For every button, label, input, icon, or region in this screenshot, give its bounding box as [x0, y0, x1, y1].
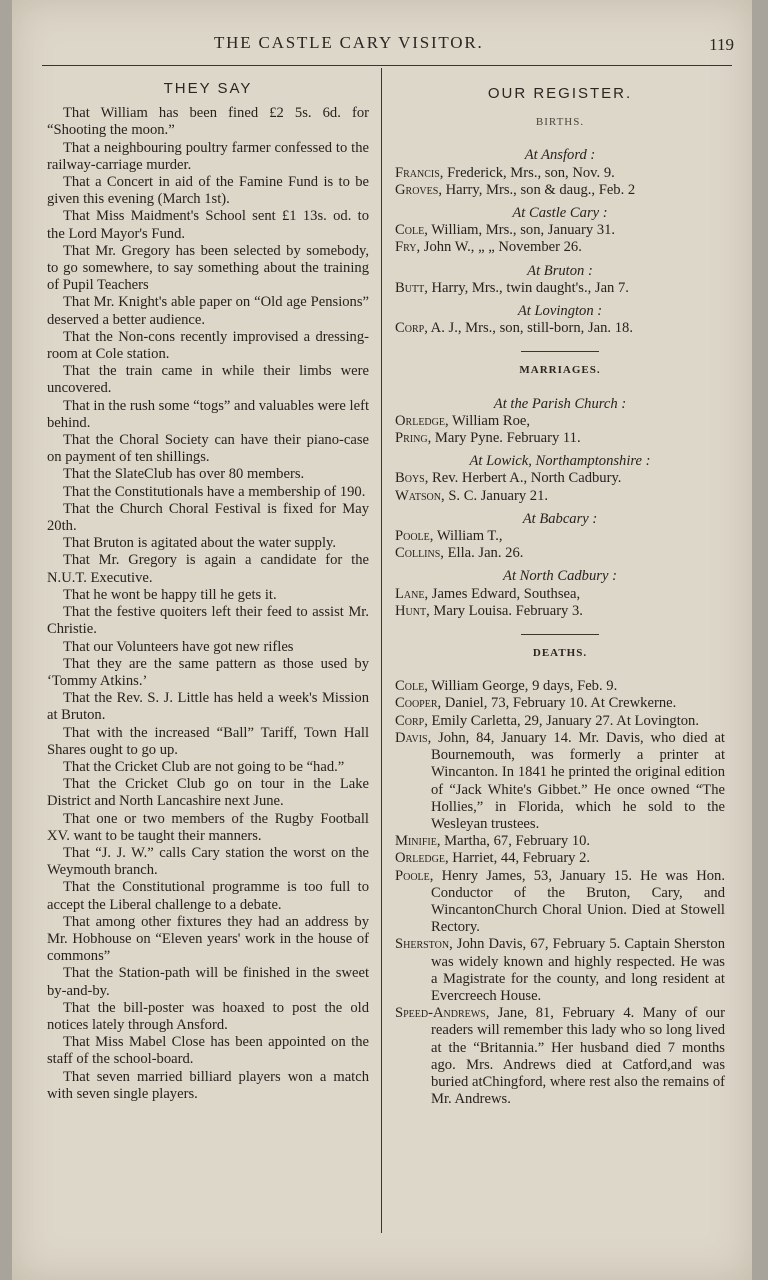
death-entry [395, 678, 725, 695]
register-surname: Boys [395, 470, 425, 487]
register-surname: Fry [395, 239, 417, 256]
register-entry [395, 603, 725, 620]
register-details: , Harriet, 44, February 2. [444, 850, 591, 867]
they-say-item: That they are the same pattern as those used by ‘Tommy Atkins.’ [47, 655, 369, 689]
register-details: , Harry, Mrs., son & daug., Feb. 2 [438, 181, 636, 198]
register-details: , John, 84, January 14. Mr. Davis, who died at Bournemouth, was formerly a printer at Wincanton. In 1841 he printed the original edition of “Jack White's Gibbet.” He once owned “The Hollies,” in Florida, which he sold to the Wesleyan trustees. [427, 729, 725, 832]
register-surname: Francis [395, 164, 440, 181]
register-entry [395, 413, 725, 430]
register-place: At Babcary : [522, 510, 598, 527]
register-place: At the Parish Church : [493, 395, 627, 412]
they-say-item: That our Volunteers have got new rifles [63, 638, 294, 655]
they-say-item: That he wont be happy till he gets it. [63, 586, 277, 603]
death-entry [395, 730, 725, 833]
register-details: , Mary Louisa. February 3. [426, 602, 583, 619]
they-say-item: That “J. J. W.” calls Cary station the worst on the Weymouth branch. [47, 844, 369, 879]
magazine-title: THE CASTLE CARY VISITOR. [214, 33, 484, 52]
they-say-heading: THEY SAY [163, 80, 253, 97]
register-place: At Lowick, Northamptonshire : [469, 453, 651, 470]
death-entry [395, 850, 725, 867]
births-section [395, 147, 725, 343]
register-details: , William, Mrs., son, January 31. [424, 222, 616, 239]
they-say-item: That a neighbouring poultry farmer confessed to the railway-carriage murder. [47, 139, 369, 173]
register-details: , Ella. Jan. 26. [440, 545, 524, 562]
they-say-item: That the Non-cons recently improvised a dressing-room at Cole station. [47, 328, 369, 363]
they-say-item: That the festive quoiters left their feed to assist Mr. Christie. [47, 604, 369, 638]
register-surname: Poole [395, 528, 430, 545]
register-details: , William George, 9 days, Feb. 9. [424, 678, 618, 695]
register-surname: Corp [395, 320, 425, 337]
they-say-item: That Bruton is agitated about the water supply. [63, 535, 337, 552]
they-say-item: That with the increased “Ball” Tariff, Town Hall Shares ought to go up. [47, 724, 369, 758]
magazine-page [12, 0, 752, 1280]
register-surname: Groves [395, 181, 439, 198]
register-details: , Martha, 67, February 10. [436, 833, 591, 850]
register-details: , John W., „ „ November 26. [416, 239, 582, 256]
register-entry [395, 470, 725, 487]
register-surname: Hunt [395, 602, 427, 619]
they-say-item: That the Cricket Club are not going to be “had.” [63, 758, 345, 775]
register-column [395, 85, 725, 1108]
they-say-item: That the Church Choral Festival is fixed for May 20th. [47, 500, 369, 535]
register-entry [395, 239, 725, 256]
they-say-item: That the bill-poster was hoaxed to post the old notices lately through Ansford. [47, 999, 369, 1033]
register-details: , Henry James, 53, January 15. He was Hon. Conductor of the Bruton, Cary, and WincantonChurch Choral Union. Died at Stowell Rectory. [429, 867, 725, 936]
spacer [395, 620, 725, 626]
register-place: At Ansford : [524, 147, 596, 164]
register-surname: Orledge [395, 412, 445, 429]
marriages-section [395, 396, 725, 626]
they-say-item: That William has been fined £2 5s. 6d. for “Shooting the moon.” [47, 105, 369, 139]
register-surname: Cooper [395, 695, 438, 712]
they-say-item: That the Constitutionals have a membership of 190. [63, 483, 366, 500]
register-place: At North Cadbury : [503, 568, 617, 585]
page-header [12, 33, 752, 63]
register-surname: Lane [395, 585, 425, 602]
they-say-item: That in the rush some “togs” and valuables were left behind. [47, 397, 369, 431]
register-entry [395, 545, 725, 562]
register-surname: Cole [395, 678, 425, 695]
register-details: , Frederick, Mrs., son, Nov. 9. [439, 164, 615, 181]
they-say-item: That the Constitutional programme is too full to accept the Liberal challenge to a debate. [47, 879, 369, 913]
divider [521, 634, 599, 635]
they-say-item: That seven married billiard players won a match with seven single players. [47, 1068, 369, 1102]
register-surname: Speed-Andrews [395, 1005, 486, 1022]
death-entry [395, 833, 725, 850]
header-rule [42, 65, 732, 66]
births-heading: BIRTHS. [535, 116, 585, 129]
register-details: , James Edward, Southsea, [424, 585, 581, 602]
register-entry [395, 182, 725, 199]
register-details: , S. C. January 21. [441, 487, 549, 504]
death-entry [395, 868, 725, 937]
deaths-heading: DEATHS. [532, 647, 588, 660]
column-divider [381, 68, 382, 1233]
register-surname: Butt [395, 279, 425, 296]
they-say-item: That Miss Maidment's School sent £1 13s. od. to the Lord Mayor's Fund. [47, 208, 369, 242]
they-say-item: That Mr. Gregory has been selected by somebody, to go somewhere, to say something about the training of Pupil Teachers [47, 242, 369, 294]
register-surname: Collins [395, 545, 441, 562]
register-place: At Lovington : [517, 303, 603, 320]
register-entry [395, 430, 725, 447]
they-say-item: That the train came in while their limbs were uncovered. [47, 363, 369, 397]
register-surname: Pring [395, 430, 428, 447]
register-place: At Castle Cary : [512, 205, 608, 222]
marriages-heading: MARRIAGES. [519, 364, 601, 377]
register-details: , John Davis, 67, February 5. Captain Sherston was widely known and highly respected. He was a Magistrate for the county, and long resident at Evercreech House. [431, 936, 725, 1004]
register-details: , Rev. Herbert A., North Cadbury. [424, 470, 622, 487]
spacer [395, 337, 725, 343]
they-say-item: That the Rev. S. J. Little has held a week's Mission at Bruton. [47, 690, 369, 724]
register-surname: Sherston [395, 936, 450, 953]
register-details: , Jane, 81, February 4. Many of our readers will remember this lady who so long lived at the “Britannia.” Her husband died 7 months ago. Mrs. Andrews died at Catford,and was buried atChingford, where rest also the remains of Mr. Andrews. [431, 1005, 725, 1108]
register-entry [395, 280, 725, 297]
register-surname: Minifie [395, 833, 437, 850]
they-say-item: That the SlateClub has over 80 members. [63, 466, 305, 483]
deaths-section [395, 678, 725, 1108]
register-surname: Davis [395, 729, 428, 746]
they-say-item: That the Station-path will be finished in the sweet by-and-by. [47, 965, 369, 999]
register-surname: Orledge [395, 850, 445, 867]
death-entry [395, 1005, 725, 1108]
page-number: 119 [709, 35, 734, 54]
register-details: , Emily Carletta, 29, January 27. At Lovington. [424, 712, 699, 729]
register-entry [395, 165, 725, 182]
register-entry [395, 320, 725, 337]
death-entry [395, 936, 725, 1005]
death-entry [395, 713, 725, 730]
register-entry [395, 222, 725, 239]
they-say-item: That among other fixtures they had an address by Mr. Hobhouse on “Eleven years' work in the house of commons” [47, 913, 369, 965]
register-entry [395, 488, 725, 505]
register-details: , Daniel, 73, February 10. At Crewkerne. [437, 695, 677, 712]
they-say-item: That Mr. Gregory is again a candidate for the N.U.T. Executive. [47, 552, 369, 586]
they-say-item: That the Cricket Club go on tour in the Lake District and North Lancashire next June. [47, 776, 369, 810]
divider [521, 351, 599, 352]
register-surname: Cole [395, 222, 425, 239]
they-say-column [47, 80, 369, 1103]
register-surname: Poole [395, 867, 430, 884]
register-details: , A. J., Mrs., son, still-born, Jan. 18. [424, 320, 633, 337]
they-say-item: That Mr. Knight's able paper on “Old age Pensions” deserved a better audience. [47, 294, 369, 328]
register-entry [395, 586, 725, 603]
register-details: , Mary Pyne. February 11. [427, 430, 581, 447]
register-place: At Bruton : [527, 262, 593, 279]
register-surname: Watson [395, 487, 442, 504]
they-say-item: That one or two members of the Rugby Football XV. want to be taught their manners. [47, 810, 369, 844]
register-details: , William Roe, [444, 412, 531, 429]
register-details: , Harry, Mrs., twin daught's., Jan 7. [424, 279, 629, 296]
they-say-list [47, 105, 369, 1103]
register-surname: Corp [395, 712, 425, 729]
they-say-item: That a Concert in aid of the Famine Fund is to be given this evening (March 1st). [47, 174, 369, 208]
they-say-item: That the Choral Society can have their piano-case on payment of ten shillings. [47, 432, 369, 466]
register-entry [395, 528, 725, 545]
register-details: , William T., [429, 528, 503, 545]
death-entry [395, 695, 725, 712]
register-heading: OUR REGISTER. [487, 85, 633, 102]
they-say-item: That Miss Mabel Close has been appointed on the staff of the school-board. [47, 1034, 369, 1068]
